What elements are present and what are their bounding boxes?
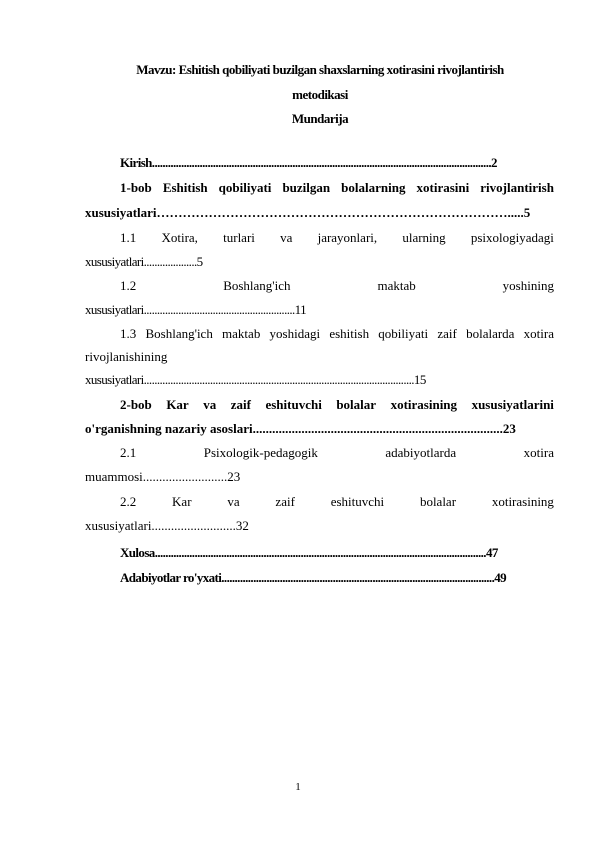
toc-entry-section-2-2-cont: xususiyatlari..........................32 (85, 518, 249, 533)
toc-word: 1.2 (120, 278, 137, 293)
document-title-line-2: metodikasi (292, 87, 348, 102)
toc-word: bolalarning (341, 180, 406, 195)
toc-word: 2.2 (120, 494, 137, 509)
toc-entry-section-2-1 (120, 445, 554, 461)
toc-word: xotirasining (491, 494, 554, 509)
toc-word: Xotira, (161, 230, 198, 245)
toc-word: rivojlantirish (480, 180, 554, 195)
toc-word: bolalar (419, 494, 457, 509)
contents-heading: Mundarija (291, 111, 349, 126)
toc-word: xotirasini (416, 180, 470, 195)
toc-entry-references: Adabiyotlar ro'yxati.......................................................................................................49 (120, 570, 507, 585)
toc-word: eshituvchi (330, 494, 385, 509)
toc-word: adabiyotlarda (385, 445, 457, 460)
toc-word: psixologiyadagi (470, 230, 554, 245)
toc-word: 1-bob (120, 180, 152, 195)
toc-entry-section-2-1-cont: muammosi..........................23 (85, 469, 241, 484)
toc-word: zaif (230, 397, 251, 412)
toc-word: Kar (166, 397, 189, 412)
toc-word: qobiliyati (218, 180, 272, 195)
toc-word: buzilgan (282, 180, 331, 195)
toc-word: va (227, 494, 240, 509)
toc-word: xotirasining (390, 397, 458, 412)
toc-word: 2.1 (120, 445, 137, 460)
toc-word: zaif (275, 494, 295, 509)
toc-entry-section-1-2-cont: xususiyatlari.........................................................11 (85, 302, 307, 317)
toc-entry-intro: Kirish................................................................................................................................2 (120, 155, 497, 170)
toc-entry-section-1-3-page: xususiyatlari......................................................................................................15 (85, 372, 426, 387)
toc-entry-chapter-2-cont: o'rganishning nazariy asoslari.............................................................................23 (85, 421, 516, 436)
toc-word: bolalar (336, 397, 377, 412)
toc-entry-section-1-3-cont: rivojlanishining (85, 349, 168, 364)
toc-entry-section-2-2 (120, 494, 554, 510)
toc-word: va (203, 397, 217, 412)
page-number: 1 (295, 781, 301, 793)
toc-word: jarayonlari, (317, 230, 378, 245)
toc-word: ularning (402, 230, 446, 245)
toc-entry-section-1-3: 1.3 Boshlang'ich maktab yoshidagi eshitish qobiliyati zaif bolalarda xotira (120, 326, 554, 341)
toc-word: Boshlang'ich (223, 278, 291, 293)
toc-entry-section-1-1-cont: xususiyatlari....................5 (85, 254, 203, 269)
toc-word: turlari (223, 230, 255, 245)
toc-word: Kar (172, 494, 192, 509)
toc-entry-chapter-1-cont: xususiyatlari……………………………………………………………………….....5 (85, 205, 531, 220)
toc-word: yoshining (502, 278, 554, 293)
toc-word: 2-bob (120, 397, 152, 412)
toc-word: Eshitish (162, 180, 208, 195)
toc-word: 1.1 (120, 230, 137, 245)
toc-word: xususiyatlarini (471, 397, 554, 412)
toc-word: Psixologik-pedagogik (203, 445, 318, 460)
toc-entry-chapter-2 (120, 397, 554, 413)
document-title-line-1: Mavzu: Eshitish qobiliyati buzilgan shaxslarning xotirasini rivojlantirish (136, 62, 504, 77)
toc-word: va (280, 230, 293, 245)
toc-word: eshituvchi (265, 397, 322, 412)
toc-word: maktab (377, 278, 416, 293)
toc-entry-section-1-2 (120, 278, 554, 294)
toc-entry-section-1-1 (120, 230, 554, 246)
toc-word: xotira (523, 445, 554, 460)
toc-entry-conclusion: Xulosa.............................................................................................................................47 (120, 545, 498, 560)
toc-entry-chapter-1 (120, 180, 554, 196)
